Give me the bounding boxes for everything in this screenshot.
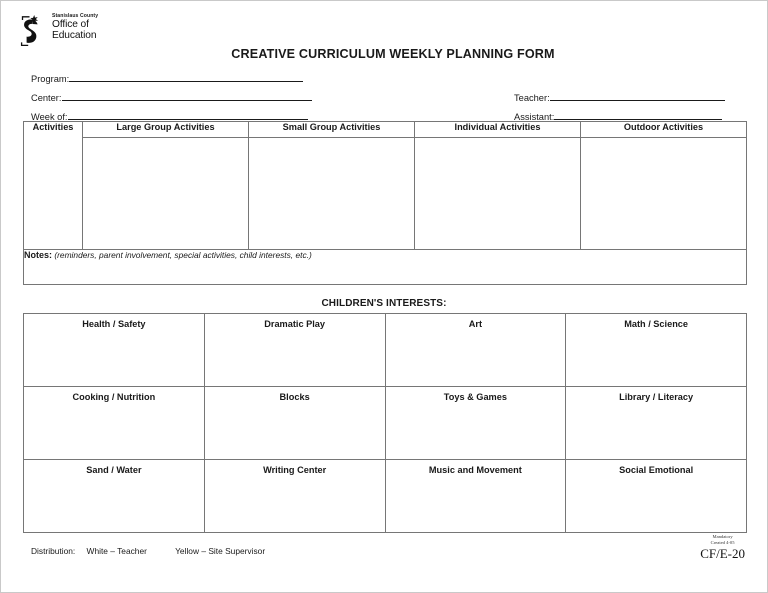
interests-row	[24, 460, 747, 533]
teacher-label: Teacher:	[514, 93, 550, 103]
field-teacher	[514, 91, 725, 103]
notes-cell[interactable]	[24, 250, 747, 285]
program-input[interactable]	[69, 72, 303, 82]
field-assistant	[514, 110, 722, 122]
column-header-outdoor: Outdoor Activities	[581, 122, 747, 138]
interest-cell-health-safety[interactable]: Health / Safety	[24, 314, 205, 387]
activities-cell-outdoor[interactable]	[581, 138, 747, 250]
distribution-line	[31, 546, 265, 556]
interest-cell-cooking-nutrition[interactable]: Cooking / Nutrition	[24, 387, 205, 460]
mandatory-note: Mandatory	[712, 534, 733, 539]
organization-logo	[19, 14, 98, 47]
form-fields	[31, 71, 745, 122]
notes-hint: (reminders, parent involvement, special activities, child interests, etc.)	[54, 250, 312, 260]
created-date: Created 4-05	[710, 539, 735, 545]
logo-county-line: Stanislaus County	[52, 13, 99, 19]
activities-cell-individual[interactable]	[415, 138, 581, 250]
week-of-input[interactable]	[68, 110, 308, 120]
interests-heading: CHILDREN'S INTERESTS:	[321, 298, 447, 309]
activities-cell-small-group[interactable]	[249, 138, 415, 250]
interest-cell-social-emotional[interactable]: Social Emotional	[566, 460, 747, 533]
field-center	[31, 91, 312, 103]
distribution-label: Distribution:	[31, 546, 76, 556]
interest-cell-sand-water[interactable]: Sand / Water	[24, 460, 205, 533]
assistant-label: Assistant:	[514, 112, 555, 122]
activities-body-row	[24, 138, 747, 250]
interests-table	[23, 313, 747, 533]
activities-header-row	[24, 122, 747, 138]
interests-row	[24, 314, 747, 387]
logo-wordmark	[52, 14, 98, 42]
interest-cell-library-literacy[interactable]: Library / Literacy	[566, 387, 747, 460]
logo-office-line: Office of	[52, 19, 89, 31]
page-footer	[1, 534, 767, 590]
column-header-small-group: Small Group Activities	[249, 122, 415, 138]
teacher-input[interactable]	[550, 91, 725, 101]
interest-cell-dramatic-play[interactable]: Dramatic Play	[204, 314, 385, 387]
program-label: Program:	[31, 74, 70, 84]
center-input[interactable]	[62, 91, 312, 101]
distribution-yellow-copy: Yellow – Site Supervisor	[175, 546, 266, 556]
activities-cell-large-group[interactable]	[83, 138, 249, 250]
field-week-of	[31, 110, 308, 122]
form-code-block	[700, 534, 745, 563]
activities-table	[23, 121, 747, 285]
field-program	[31, 72, 303, 84]
week-of-label: Week of:	[31, 112, 68, 122]
center-label: Center:	[31, 93, 62, 103]
interest-cell-math-science[interactable]: Math / Science	[566, 314, 747, 387]
stanislaus-county-seal-icon	[19, 14, 49, 47]
interest-cell-blocks[interactable]: Blocks	[204, 387, 385, 460]
interests-section	[23, 313, 747, 533]
interest-cell-art[interactable]: Art	[385, 314, 566, 387]
assistant-input[interactable]	[554, 110, 722, 120]
notes-row	[24, 250, 747, 285]
interests-row	[24, 387, 747, 460]
form-code: CF/E-20	[700, 546, 745, 562]
interest-cell-writing-center[interactable]: Writing Center	[204, 460, 385, 533]
activities-row-label: Activities	[24, 122, 83, 250]
logo-education-line: Education	[52, 29, 97, 41]
distribution-white-copy: White – Teacher	[86, 546, 147, 556]
page-title: CREATIVE CURRICULUM WEEKLY PLANNING FORM	[231, 47, 555, 61]
page-header	[1, 1, 767, 71]
column-header-individual: Individual Activities	[415, 122, 581, 138]
activities-section	[23, 121, 747, 285]
notes-label: Notes:	[24, 250, 53, 260]
column-header-large-group: Large Group Activities	[83, 122, 249, 138]
interest-cell-toys-games[interactable]: Toys & Games	[385, 387, 566, 460]
interest-cell-music-movement[interactable]: Music and Movement	[385, 460, 566, 533]
